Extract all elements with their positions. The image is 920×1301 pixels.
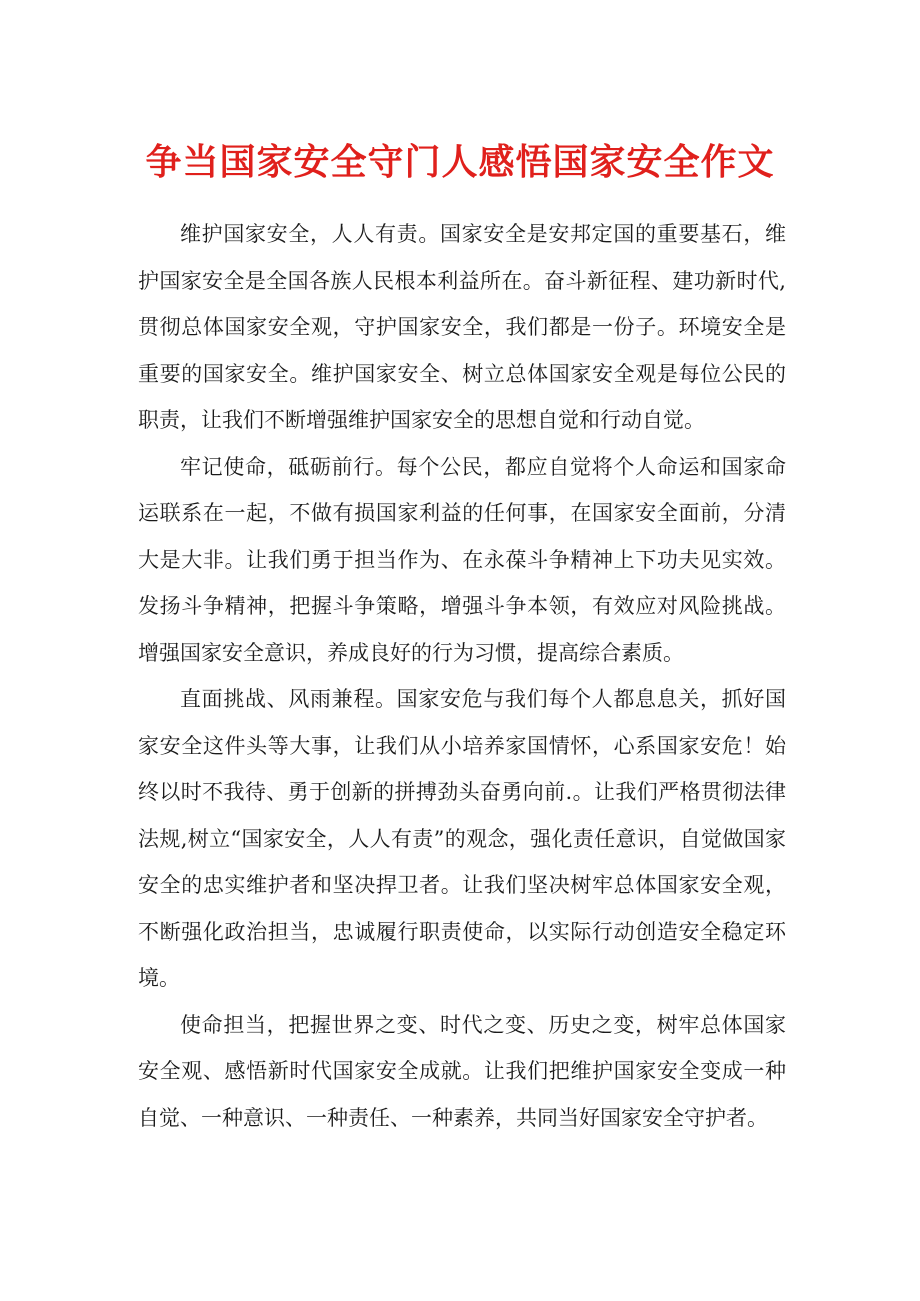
paragraph-1: 维护国家安全，人人有责。国家安全是安邦定国的重要基石，维护国家安全是全国各族人民根本利益所在。奋斗新征程、建功新时代,贯彻总体国家安全观，守护国家安全，我们都是一份子。环境安全是重要的国家安全。维护国家安全、树立总体国家安全观是每位公民的职责，让我们不断增强维护国家安全的思想自觉和行动自觉。 [138,222,786,432]
paragraph-4: 使命担当，把握世界之变、时代之变、历史之变，树牢总体国家安全观、感悟新时代国家安全成就。让我们把维护国家安全变成一种自觉、一种意识、一种责任、一种素养，共同当好国家安全守护者。 [138,1012,786,1130]
document-body [138,211,786,1141]
paragraph-2: 牢记使命，砥砺前行。每个公民，都应自觉将个人命运和国家命运联系在一起，不做有损国家利益的任何事，在国家安全面前，分清大是大非。让我们勇于担当作为、在永葆斗争精神上下功夫见实效。发扬斗争精神，把握斗争策略，增强斗争本领，有效应对风险挑战。增强国家安全意识，养成良好的行为习惯，提高综合素质。 [138,454,786,665]
document-title: 争当国家安全守门人感悟国家安全作文 [145,141,775,184]
paragraph-3: 直面挑战、风雨兼程。国家安危与我们每个人都息息关，抓好国家安全这件头等大事，让我们从小培养家国情怀，心系国家安危！始终以时不我待、勇于创新的拼搏劲头奋勇向前.。让我们严格贯彻法律法规,树立“国家安全，人人有责”的观念，强化责任意识，自觉做国家安全的忠实维护者和坚决捍卫者。让我们坚决树牢总体国家安全观，不断强化政治担当，忠诚履行职责使命，以实际行动创造安全稳定环境。 [138,687,786,990]
